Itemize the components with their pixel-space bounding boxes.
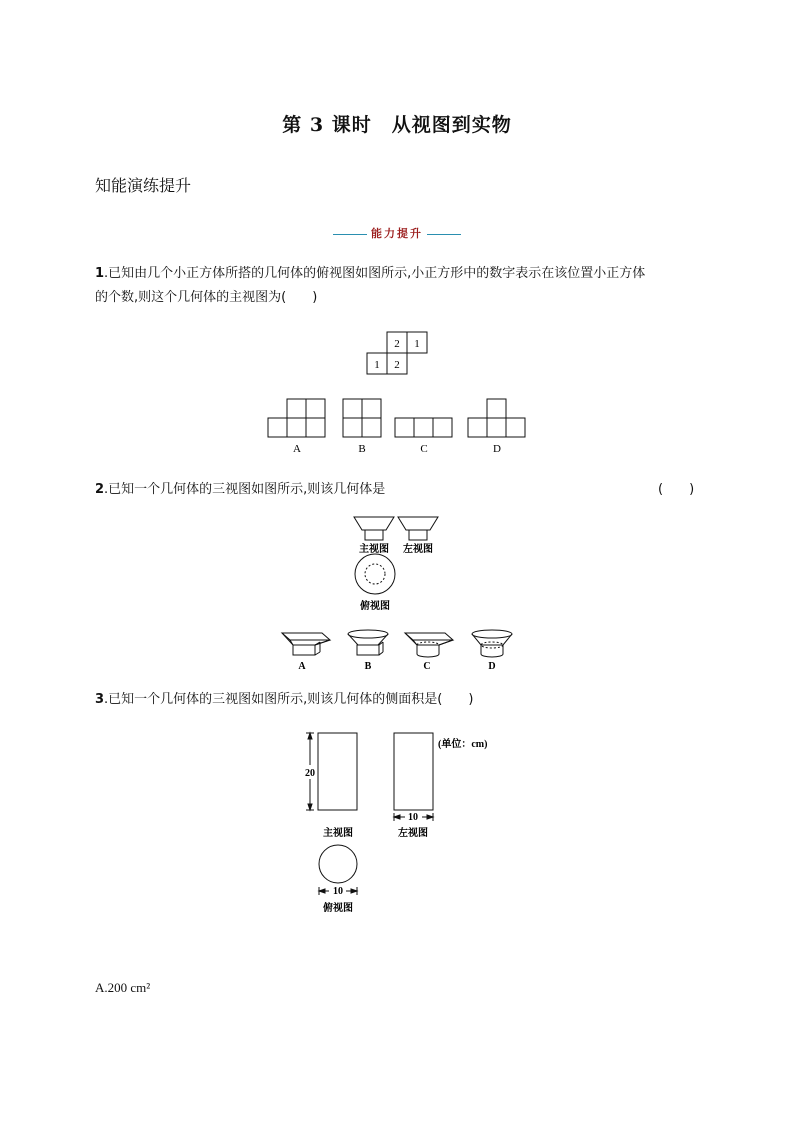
section-heading: 知能演练提升 <box>95 176 192 195</box>
q3-front-view-rect <box>318 733 357 810</box>
question-2-figure <box>0 510 794 675</box>
question-2 <box>95 478 705 502</box>
height-label: 20 <box>305 768 315 779</box>
unit-label: (单位：cm) <box>438 739 488 750</box>
question-2-number: 2 <box>95 482 105 497</box>
grid-value: 1 <box>374 359 380 371</box>
question-3-text: .已知一个几何体的三视图如图所示,则该几何体的侧面积是( ) <box>104 692 474 707</box>
q2-option-c-figure <box>405 633 453 657</box>
question-2-bracket: ( ) <box>658 482 695 497</box>
question-1 <box>95 262 705 310</box>
question-1-number: 1 <box>95 266 105 281</box>
option-b-figure <box>343 399 381 437</box>
answer-option-a: A.200 cm² <box>95 980 151 995</box>
grid-value: 1 <box>414 338 420 350</box>
ability-label: 能力提升 <box>371 227 423 240</box>
grid-value: 2 <box>394 359 400 371</box>
width-label-top: 10 <box>333 886 343 897</box>
view-label-top: 俯视图 <box>360 601 390 612</box>
q3-top-view-circle <box>319 845 357 883</box>
grid-value: 2 <box>394 338 400 350</box>
q2-option-label-c: C <box>423 661 431 672</box>
question-1-line1 <box>95 262 705 286</box>
question-3 <box>95 688 705 712</box>
q2-option-d-figure <box>472 630 512 657</box>
view-label-left: 左视图 <box>403 544 433 555</box>
question-1-line2: 的个数,则这个几何体的主视图为( ) <box>95 290 318 305</box>
question-3-number: 3 <box>95 692 105 707</box>
view-label-front: 主视图 <box>359 544 389 555</box>
banner-line-right <box>427 234 461 235</box>
option-label-b: B <box>358 443 366 455</box>
q2-option-label-d: D <box>488 661 496 672</box>
option-c-figure <box>395 418 452 437</box>
top-view-shape <box>355 554 395 594</box>
q2-option-label-b: B <box>364 661 372 672</box>
width-label: 10 <box>408 812 418 823</box>
option-label-a: A <box>293 443 301 455</box>
left-view-shape <box>398 517 438 540</box>
q2-option-b-figure <box>348 630 388 655</box>
question-3-figure <box>0 725 794 920</box>
option-label-d: D <box>493 443 501 455</box>
option-a-figure <box>268 399 325 437</box>
banner-line-left <box>333 234 367 235</box>
q3-view-label-front: 主视图 <box>323 828 353 839</box>
option-label-c: C <box>420 443 428 455</box>
question-2-text: .已知一个几何体的三视图如图所示,则该几何体是 <box>104 482 386 497</box>
q2-option-label-a: A <box>298 661 306 672</box>
front-view-shape <box>354 517 394 540</box>
q3-left-view-rect <box>394 733 433 810</box>
page-title: 第 3 课时 从视图到实物 <box>282 114 512 136</box>
q3-view-label-top: 俯视图 <box>323 903 353 914</box>
question-1-figure <box>0 320 794 460</box>
ability-banner <box>0 225 794 241</box>
q2-option-a-figure <box>282 633 330 655</box>
q3-view-label-left: 左视图 <box>398 828 428 839</box>
question-1-text: .已知由几个小正方体所搭的几何体的俯视图如图所示,小正方形中的数字表示在该位置小正方体 <box>104 266 646 281</box>
option-d-figure <box>468 399 525 437</box>
